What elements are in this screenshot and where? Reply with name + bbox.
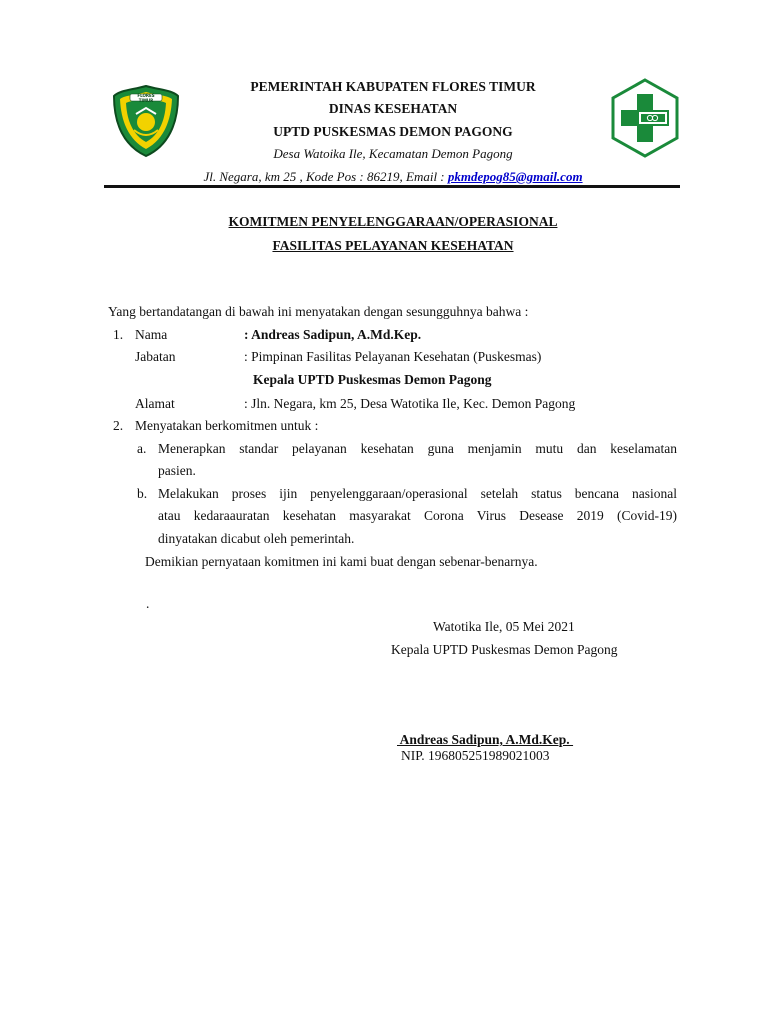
alamat-value: : Jln. Negara, km 25, Desa Watotika Ile, Kec. Demon Pagong <box>244 396 576 411</box>
kop-address-2 <box>0 169 768 185</box>
signature-position: Kepala UPTD Puskesmas Demon Pagong <box>391 642 618 657</box>
kop-address-1: Desa Watoika Ile, Kecamatan Demon Pagong <box>273 146 513 161</box>
sub-b-label: b. <box>137 486 148 501</box>
alamat-label: Alamat <box>135 396 175 411</box>
nama-value: : Andreas Sadipun, A.Md.Kep. <box>244 327 422 342</box>
intro-text: Yang bertandatangan di bawah ini menyatakan dengan sesungguhnya bahwa : <box>108 304 529 319</box>
signature-place-date: Watotika Ile, 05 Mei 2021 <box>433 619 575 634</box>
sub-b-line-1: Melakukan proses ijin penyelenggaraan/operasional setelah status bencana nasional <box>158 486 677 501</box>
sub-b-line-2: atau kedaraauratan kesehatan masyarakat Corona Virus Desease 2019 (Covid-19) <box>158 508 677 523</box>
emblem-banner-text: FLORES TIMUR <box>137 93 155 103</box>
stray-dot: . <box>146 596 150 611</box>
kop-address-2-text: Jl. Negara, km 25 , Kode Pos : 86219, Email : <box>203 169 448 184</box>
sub-b-line-3: dinyatakan dicabut oleh pemerintah. <box>158 531 355 546</box>
item-2-number: 2. <box>113 418 124 433</box>
kop-line-3: UPTD PUSKESMAS DEMON PAGONG <box>273 124 513 139</box>
sub-a-line-1: Menerapkan standar pelayanan kesehatan guna menjamin mutu dan keselamatan <box>158 441 677 456</box>
item-2-text: Menyatakan berkomitmen untuk : <box>135 418 319 433</box>
signature-nip: NIP. 196805251989021003 <box>401 748 550 763</box>
signature-name: Andreas Sadipun, A.Md.Kep. <box>397 732 574 747</box>
document-title-2: FASILITAS PELAYANAN KESEHATAN <box>272 238 514 253</box>
jabatan-value-2: Kepala UPTD Puskesmas Demon Pagong <box>253 372 492 387</box>
sub-a-line-2: pasien. <box>158 463 196 478</box>
kop-line-1: PEMERINTAH KABUPATEN FLORES TIMUR <box>250 79 536 94</box>
email-link[interactable]: pkmdepog85@gmail.com <box>447 169 583 184</box>
kop-line-2: DINAS KESEHATAN <box>328 101 458 116</box>
jabatan-label: Jabatan <box>135 349 176 364</box>
sub-a-label: a. <box>137 441 147 456</box>
document-title-1: KOMITMEN PENYELENGGARAAN/OPERASIONAL <box>228 214 558 229</box>
item-1-number: 1. <box>113 327 124 342</box>
nama-label: Nama <box>135 327 168 342</box>
kop-divider <box>104 185 680 188</box>
jabatan-value: : Pimpinan Fasilitas Pelayanan Kesehatan (Puskesmas) <box>244 349 542 364</box>
closing-statement: Demikian pernyataan komitmen ini kami buat dengan sebenar-benarnya. <box>145 554 538 569</box>
